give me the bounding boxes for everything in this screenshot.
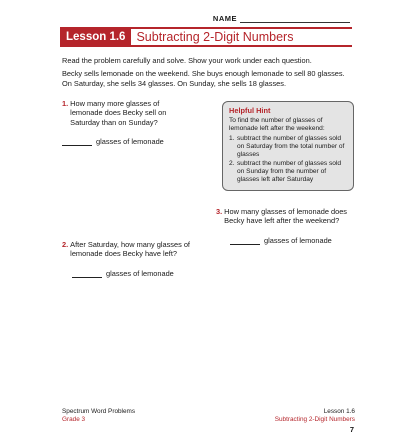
page-number: 7 bbox=[349, 425, 354, 434]
name-line[interactable] bbox=[240, 15, 350, 23]
answer-line bbox=[230, 236, 354, 245]
book-title: Spectrum Word Problems bbox=[62, 408, 136, 415]
lesson-title: Subtracting 2-Digit Numbers bbox=[131, 27, 352, 47]
question-1 bbox=[62, 99, 180, 146]
question-text: How many glasses of lemonade does Becky have left after the weekend? bbox=[224, 207, 348, 226]
footer-left bbox=[62, 408, 135, 425]
hint-steps bbox=[229, 135, 347, 184]
question-number: 3. bbox=[216, 207, 223, 216]
lesson-tab: Lesson 1.6 bbox=[60, 27, 131, 47]
hint-step-number: 2. bbox=[229, 160, 235, 168]
name-field bbox=[213, 14, 350, 23]
question-number: 1. bbox=[62, 99, 69, 108]
hint-step-number: 1. bbox=[229, 135, 235, 143]
hint-title: Helpful Hint bbox=[229, 106, 271, 115]
grade-label: Grade 3 bbox=[62, 416, 86, 424]
hint-step bbox=[229, 160, 347, 184]
answer-label: glasses of lemonade bbox=[106, 268, 174, 278]
answer-line bbox=[72, 269, 197, 278]
answer-label: glasses of lemonade bbox=[264, 235, 332, 245]
instructions: Read the problem carefully and solve. Show your work under each question. bbox=[62, 56, 312, 65]
answer-line bbox=[62, 137, 180, 146]
question-number: 2. bbox=[62, 240, 69, 249]
hint-step bbox=[229, 135, 347, 159]
lesson-header bbox=[60, 27, 352, 47]
name-label: NAME bbox=[212, 14, 237, 23]
answer-label: glasses of lemonade bbox=[96, 136, 164, 146]
question-text: How many more glasses of lemonade does Becky sell on Saturday than on Sunday? bbox=[70, 99, 167, 127]
answer-blank[interactable] bbox=[62, 139, 92, 146]
footer-lesson-title: Subtracting 2-Digit Numbers bbox=[274, 416, 355, 424]
footer-right bbox=[275, 408, 355, 425]
hint-step-text: subtract the number of glasses sold on Saturday from the total number of glasses bbox=[237, 135, 345, 159]
question-3 bbox=[216, 207, 354, 245]
question-text: After Saturday, how many glasses of lemonade does Becky have left? bbox=[70, 240, 190, 259]
hint-step-text: subtract the number of glasses sold on Sunday from the number of glasses left after Saturday bbox=[237, 160, 342, 184]
question-2 bbox=[62, 240, 197, 278]
footer-lesson: Lesson 1.6 bbox=[323, 408, 355, 415]
hint-intro: To find the number of glasses of lemonade left after the weekend: bbox=[229, 117, 325, 133]
answer-blank[interactable] bbox=[230, 238, 260, 245]
scenario-text: Becky sells lemonade on the weekend. She buys enough lemonade to sell 80 glasses. On Saturday, she sells 34 glasses. On Sunday, she sells 18 glasses. bbox=[62, 69, 345, 88]
helpful-hint-box bbox=[222, 101, 354, 191]
answer-blank[interactable] bbox=[72, 271, 102, 278]
